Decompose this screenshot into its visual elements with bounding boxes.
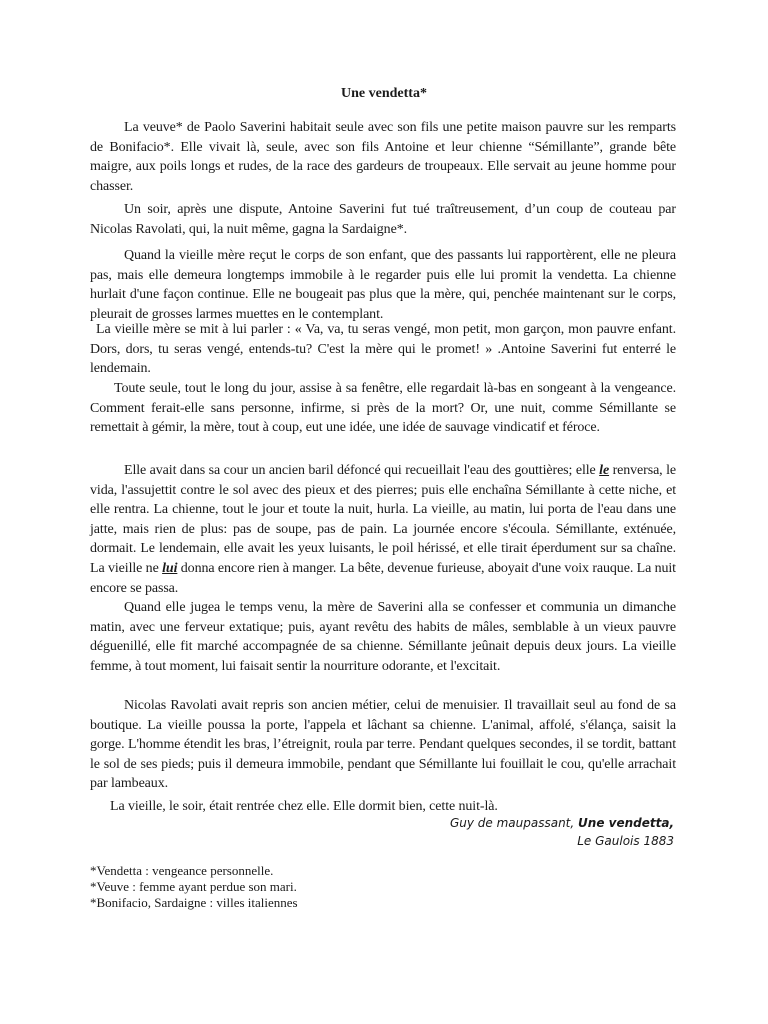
attribution-author: Guy de maupassant,: [449, 816, 579, 830]
paragraph-6-part-c: donna encore rien à manger. La bête, devenue furieuse, aboyait d'une voix rauque. La nuit encore se passa.: [90, 560, 676, 596]
paragraph-3: Quand la vieille mère reçut le corps de son enfant, que des passants lui rapportèrent, elle ne pleura pas, mais elle demeura longtemps immobile à le regarder puis elle lui promit la vendetta. La chienne hurlait d'une façon continue. Elle ne bougeait pas plus que la mère, qui, penchée maintenant sur le corps, pleurait de grosses larmes muettes en le contemplant.: [90, 248, 676, 322]
paragraph-1: La veuve* de Paolo Saverini habitait seule avec son fils une petite maison pauvre sur les remparts de Bonifacio*. Elle vivait là, seule, avec son fils Antoine et leur chienne “Sémillante”, grande bête maigre, aux poils longs et rudes, de la race des gardeurs de troupeaux. Elle servait au jeune homme pour chasser.: [90, 120, 676, 194]
paragraph-8: Nicolas Ravolati avait repris son ancien métier, celui de menuisier. Il travaillait seul au fond de sa boutique. La vieille poussa la porte, l'appela et lâchant sa chienne. L'animal, affolé, s'élança, saisit la gorge. L'homme étendit les bras, l’étreignit, roula par terre. Pendant quelques secondes, il se tordit, battant le sol de ses pieds; puis il demeura immobile, pendant que Sémillante lui fouillait le cou, qu'elle arrachait par lambeaux.: [90, 698, 676, 792]
paragraph-2: Un soir, après une dispute, Antoine Saverini fut tué traîtreusement, d’un coup de couteau par Nicolas Ravolati, qui, la nuit même, gagna la Sardaigne*.: [90, 202, 676, 237]
paragraph-9: La vieille, le soir, était rentrée chez elle. Elle dormit bien, cette nuit-là.: [110, 799, 498, 814]
attribution-source: Le Gaulois 1883: [577, 834, 674, 848]
attribution-line: [450, 815, 674, 831]
footnote-item: *Veuve : femme ayant perdue son mari.: [90, 879, 297, 894]
paragraph-6-part-b: renversa, le vida, l'assujettit contre le sol avec des pieux et des pierres; puis elle enchaîna Sémillante à cette niche, et elle rentra. La chienne, tout le jour et toute la nuit, hurla. La vieille, au matin, lui porta de l'eau dans une jatte, mais rien de plus: pas de soupe, pas de pain. La journée encore s'écoula. Sémillante, exténuée, dormait. Le lendemain, elle avait les yeux luisants, le poil hérissé, et elle tirait éperdument sur sa chaîne. La vieille ne: [90, 463, 676, 576]
attribution-work: Une vendetta,: [578, 816, 674, 830]
paragraph-4: La vieille mère se mit à lui parler : « Va, va, tu seras vengé, mon petit, mon garçon, mon pauvre enfant. Dors, dors, tu seras vengé, entends-tu? C'est la mère qui le promet! » .Antoine Saverini fut enterré le lendemain.: [90, 322, 676, 377]
paragraph-6: [90, 461, 676, 598]
document-title: Une vendetta*: [341, 86, 427, 101]
footnote-item: *Vendetta : vengeance personnelle.: [90, 863, 274, 878]
footnote-item: *Bonifacio, Sardaigne : villes italiennes: [90, 895, 298, 910]
paragraph-5: Toute seule, tout le long du jour, assise à sa fenêtre, elle regardait là-bas en songeant à la vengeance. Comment ferait-elle sans personne, infirme, si près de la mort? Or, une nuit, comme Sémillante se remettait à gémir, la mère, tout à coup, eut une idée, une idée de sauvage vindicatif et féroce.: [90, 381, 676, 436]
emphasized-word-lui: lui: [162, 560, 178, 576]
emphasized-word-le: le: [599, 463, 610, 478]
paragraph-6-part-a: Elle avait dans sa cour un ancien baril défoncé qui recueillait l'eau des gouttières; elle: [124, 463, 600, 478]
paragraph-7: Quand elle jugea le temps venu, la mère de Saverini alla se confesser et communia un dimanche matin, avec une ferveur extatique; puis, ayant revêtu des habits de mâles, semblable à un vieux pauvre déguenillé, elle fit marché accompagnée de sa chienne. Sémillante jeûnait depuis deux jours. La vieille femme, à tout moment, lui faisait sentir la nourriture odorante, et l'excitait.: [90, 600, 676, 674]
footnotes: [90, 863, 490, 911]
